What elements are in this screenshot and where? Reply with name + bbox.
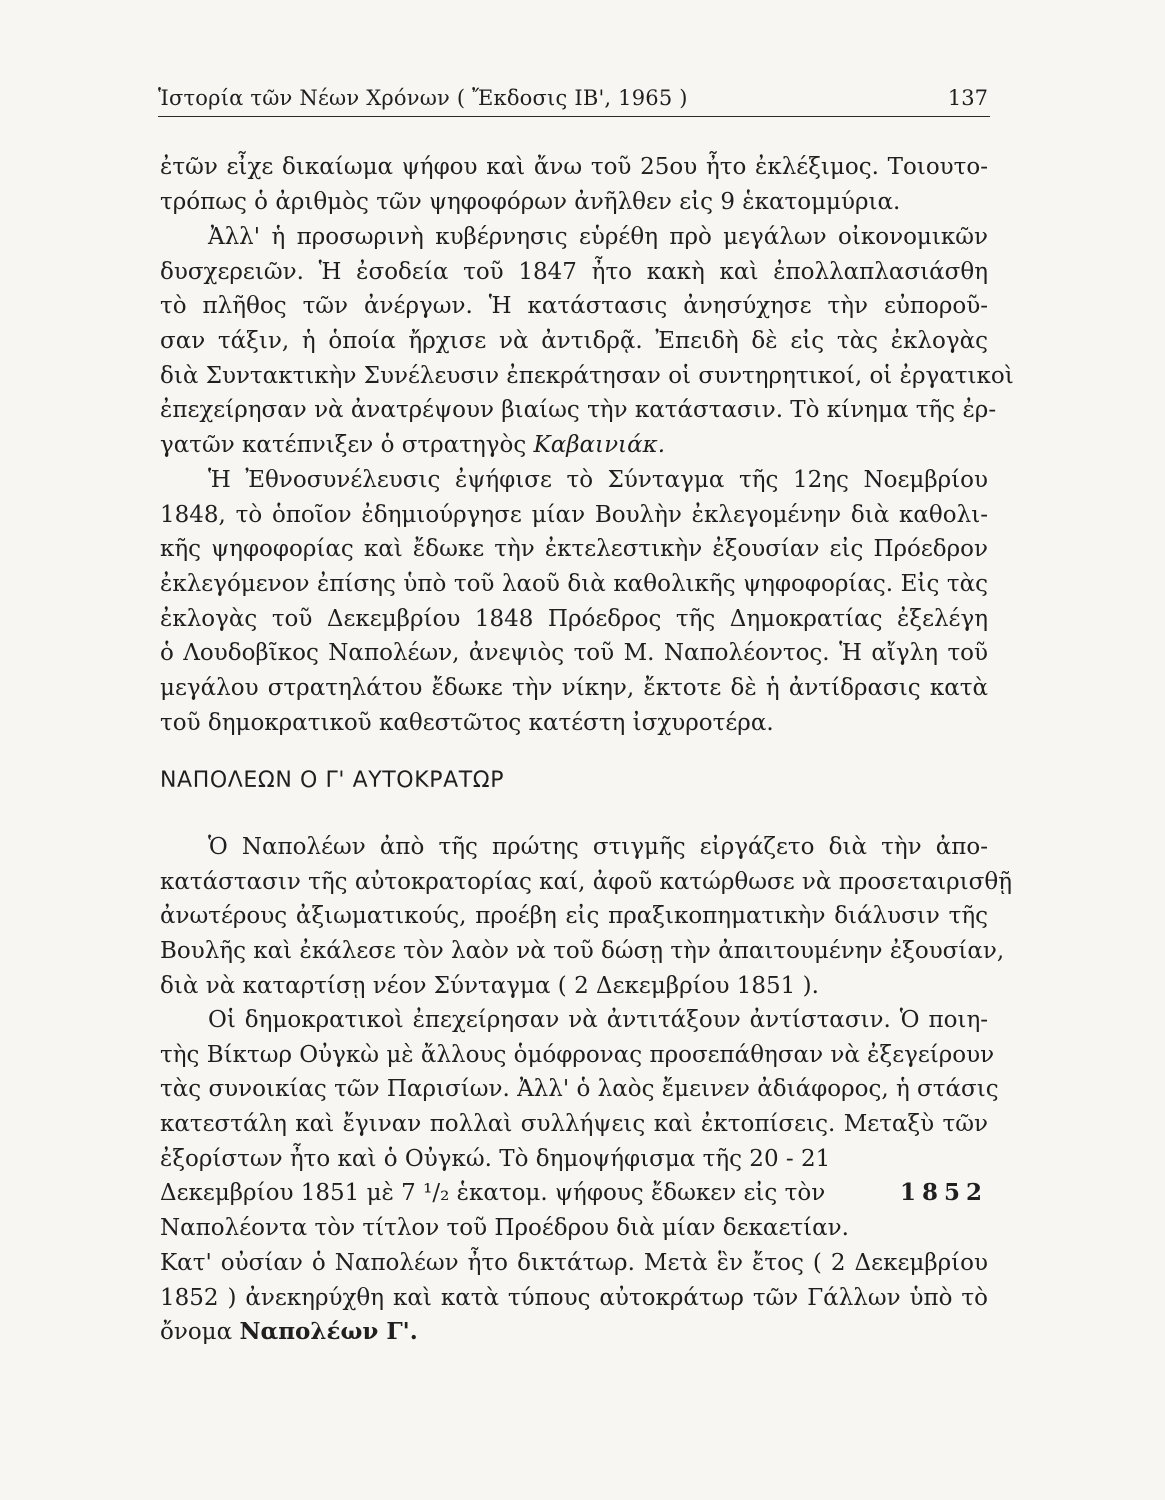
text-line: ἀνωτέρους ἀξιωματικούς, προέβη εἰς πραξικοπηματικὴν διάλυσιν τῆς	[160, 903, 988, 930]
paragraph-1	[160, 150, 988, 219]
text-fragment: ὄνομα	[160, 1319, 233, 1346]
text-line	[160, 1315, 988, 1350]
paragraph-4	[160, 830, 1012, 1003]
text-line: 1848, τὸ ὁποῖον ἐδημιούργησε μίαν Βουλὴν ἐκλεγομένην διὰ καθολι-	[160, 501, 988, 528]
paragraph-5	[160, 1003, 999, 1350]
text-line: ὁ Λουδοβῖκος Ναπολέων, ἀνεψιὸς τοῦ Μ. Ναπολέοντος. Ἡ αἴγλη τοῦ	[160, 640, 988, 667]
text-line: τὴς Βίκτωρ Οὐγκὼ μὲ ἄλλους ὁμόφρονας προσεπάθησαν νὰ ἐξεγείρουν	[160, 1041, 995, 1068]
text-line: τοῦ δημοκρατικοῦ καθεστῶτος κατέστη ἰσχυροτέρα.	[160, 709, 774, 736]
header-title: Ἱστορία τῶν Νέων Χρόνων ( Ἔκδοσις ΙΒ', 1965 )	[158, 86, 688, 110]
text-line: διὰ Συντακτικὴν Συνέλευσιν ἐπεκράτησαν οἱ συντηρητικοί, οἱ ἐργατικοὶ	[160, 362, 1014, 389]
text-line: ἐκλεγόμενον ἐπίσης ὑπὸ τοῦ λαοῦ διὰ καθολικῆς ψηφοφορίας. Εἰς τὰς	[160, 571, 988, 598]
text-fragment: γατῶν κατέπνιξεν ὁ στρατηγὸς	[160, 432, 527, 459]
text-line: Οἱ δημοκρατικοὶ ἐπεχείρησαν νὰ ἀντιτάξουν ἀντίστασιν. Ὁ ποιη-	[208, 1007, 988, 1033]
text-line	[160, 1176, 988, 1211]
margin-year: 1852	[899, 1179, 988, 1207]
paragraph-2	[160, 220, 1014, 463]
text-line: ἐτῶν εἶχε δικαίωμα ψήφου καὶ ἄνω τοῦ 25ου ἦτο ἐκλέξιμος. Τοιουτο-	[160, 154, 988, 180]
text-line: τὰς συνοικίας τῶν Παρισίων. Ἀλλ' ὁ λαὸς ἔμεινεν ἀδιάφορος, ἡ στάσις	[160, 1076, 999, 1103]
text-line: σαν τάξιν, ἡ ὁποία ἤρχισε νὰ ἀντιδρᾷ. Ἐπειδὴ δὲ εἰς τὰς ἐκλογὰς	[160, 328, 988, 355]
text-line: 1852 ) ἀνεκηρύχθη καὶ κατὰ τύπους αὐτοκράτωρ τῶν Γάλλων ὑπὸ τὸ	[160, 1284, 988, 1311]
italic-name: Καβαινιάκ.	[533, 432, 666, 459]
text-line: τρόπως ὁ ἀριθμὸς τῶν ψηφοφόρων ἀνῆλθεν εἰς 9 ἑκατομμύρια.	[160, 188, 901, 215]
paragraph-3	[160, 463, 988, 741]
text-line: κατάστασιν τῆς αὐτοκρατορίας καί, ἀφοῦ κατώρθωσε νὰ προσεταιρισθῇ	[160, 868, 1012, 895]
bold-name: Ναπολέων Γ'.	[239, 1318, 418, 1346]
text-line: τὸ πλῆθος τῶν ἀνέργων. Ἡ κατάστασις ἀνησύχησε τὴν εὐποροῦ-	[160, 293, 988, 320]
text-line: δυσχερειῶν. Ἡ ἐσοδεία τοῦ 1847 ἦτο κακὴ καὶ ἐπολλαπλασιάσθη	[160, 258, 988, 285]
text-line: μεγάλου στρατηλάτου ἔδωκε τὴν νίκην, ἔκτοτε δὲ ἡ ἀντίδρασις κατὰ	[160, 675, 988, 702]
text-line: ἐπεχείρησαν νὰ ἀνατρέψουν βιαίως τὴν κατάστασιν. Τὸ κίνημα τῆς ἐρ-	[160, 397, 997, 424]
running-header	[158, 86, 990, 117]
page-number: 137	[947, 86, 988, 110]
text-line: Ὁ Ναπολέων ἀπὸ τῆς πρώτης στιγμῆς εἰργάζετο διὰ τὴν ἀπο-	[208, 834, 988, 860]
text-line: διὰ νὰ καταρτίσῃ νέον Σύνταγμα ( 2 Δεκεμβρίου 1851 ).	[160, 972, 819, 999]
text-line: ἐκλογὰς τοῦ Δεκεμβρίου 1848 Πρόεδρος τῆς Δημοκρατίας ἐξελέγη	[160, 605, 988, 632]
text-line: ἐξορίστων ἦτο καὶ ὁ Οὐγκώ. Τὸ δημοψήφισμα τῆς 20 - 21	[160, 1145, 831, 1172]
text-line: Βουλῆς καὶ ἐκάλεσε τὸν λαὸν νὰ τοῦ δώσῃ τὴν ἀπαιτουμένην ἐξουσίαν,	[160, 938, 1005, 965]
text-fragment: Δεκεμβρίου 1851 μὲ 7 ¹/₂ ἑκατομ. ψήφους ἔδωκεν εἰς τὸν	[160, 1180, 826, 1207]
text-line: κατεστάλη καὶ ἔγιναν πολλαὶ συλλήψεις καὶ ἐκτοπίσεις. Μεταξὺ τῶν	[160, 1111, 988, 1138]
text-line	[160, 428, 988, 463]
text-line: Ἀλλ' ἡ προσωρινὴ κυβέρνησις εὑρέθη πρὸ μεγάλων οἰκονομικῶν	[208, 224, 988, 250]
text-line: Ναπολέοντα τὸν τίτλον τοῦ Προέδρου διὰ μίαν δεκαετίαν.	[160, 1215, 849, 1242]
text-line: Κατ' οὐσίαν ὁ Ναπολέων ἦτο δικτάτωρ. Μετὰ ἓν ἔτος ( 2 Δεκεμβρίου	[160, 1249, 988, 1276]
text-line: Ἡ Ἐθνοσυνέλευσις ἐψήφισε τὸ Σύνταγμα τῆς 12ης Νοεμβρίου	[208, 467, 988, 493]
text-line: κῆς ψηφοφορίας καὶ ἔδωκε τὴν ἐκτελεστικὴν ἐξουσίαν εἰς Πρόεδρον	[160, 536, 988, 563]
section-heading: ΝΑΠΟΛΕΩΝ Ο Γ' ΑΥΤΟΚΡΑΤΩΡ	[160, 768, 505, 793]
